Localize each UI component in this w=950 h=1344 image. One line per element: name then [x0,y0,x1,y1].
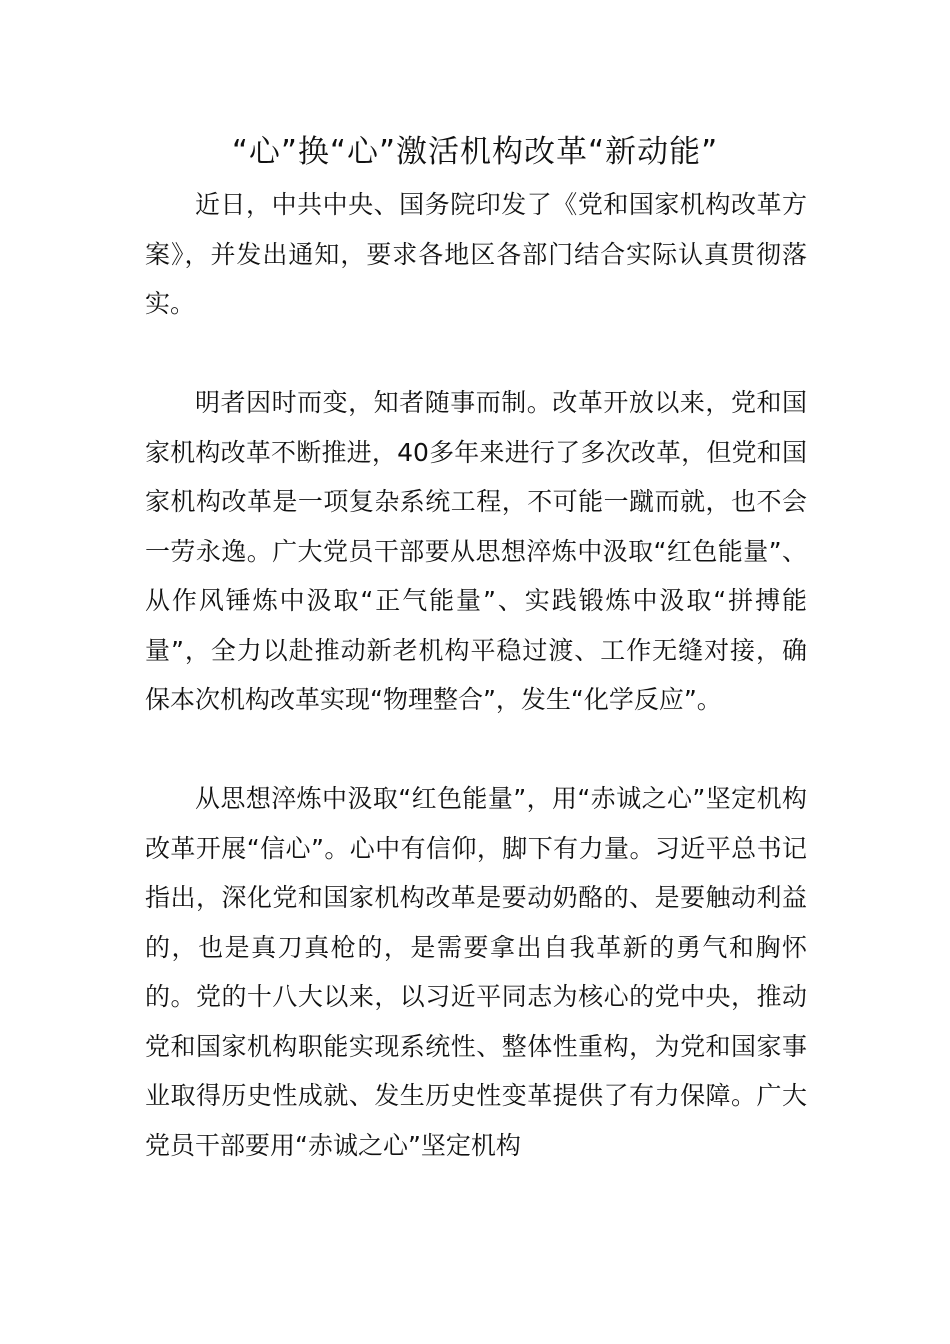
paragraph-spacer [145,725,807,775]
document-title: “心”换“心”激活机构改革“新动能” [231,134,719,170]
paragraph-spacer [145,329,807,379]
paragraph-1: 近日，中共中央、国务院印发了《党和国家机构改革方案》，并发出通知，要求各地区各部门结合实际认真贯彻落实。 [145,190,807,318]
document-body [145,180,807,1170]
paragraph-3: 从思想淬炼中汲取“红色能量”，用“赤诚之心”坚定机构改革开展“信心”。心中有信仰，脚下有力量。习近平总书记指出，深化党和国家机构改革是要动奶酪的、是要触动利益的，也是真刀真枪的，是需要拿出自我革新的勇气和胸怀的。党的十八大以来，以习近平同志为核心的党中央，推动党和国家机构职能实现系统性、整体性重构，为党和国家事业取得历史性成就、发生历史性变革提供了有力保障。广大党员干部要用“赤诚之心”坚定机构 [145,784,807,1160]
paragraph-2: 明者因时而变，知者随事而制。改革开放以来，党和国家机构改革不断推进，40多年来进行了多次改革，但党和国家机构改革是一项复杂系统工程，不可能一蹴而就，也不会一劳永逸。广大党员干部要从思想淬炼中汲取“红色能量”、从作风锤炼中汲取“正气能量”、实践锻炼中汲取“拼搏能量”，全力以赴推动新老机构平稳过渡、工作无缝对接，确保本次机构改革实现“物理整合”，发生“化学反应”。 [145,388,807,714]
